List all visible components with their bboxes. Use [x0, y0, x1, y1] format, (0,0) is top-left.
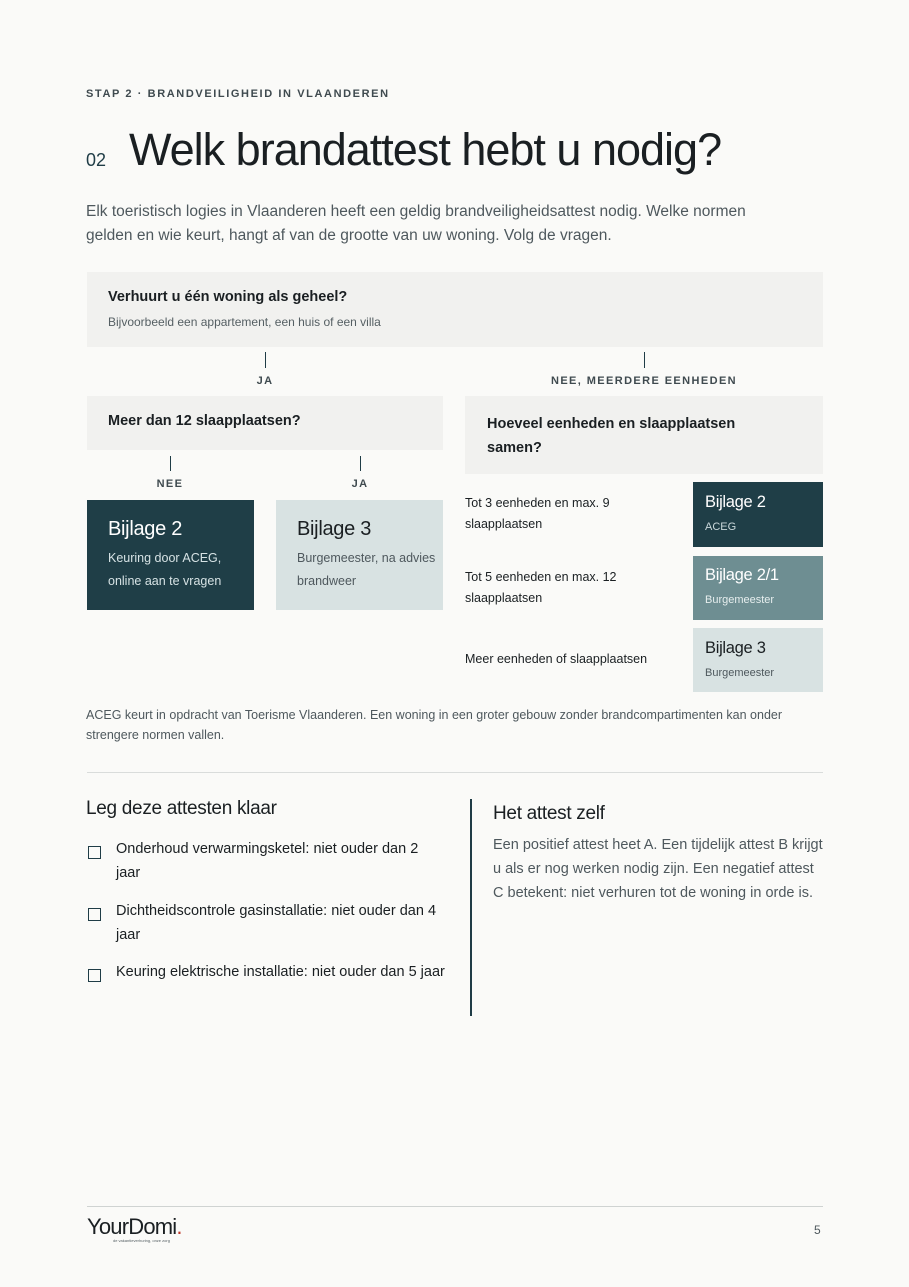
card-title: Bijlage 3: [297, 518, 372, 540]
accent-bar: [470, 799, 472, 1016]
result-card-bijlage-3: [276, 500, 443, 610]
card-subtitle: ACEG: [705, 521, 737, 533]
question-title: Meer dan 12 slaapplaatsen?: [108, 413, 301, 429]
question-units: [465, 396, 823, 474]
logo-tagline: de vakantieverhuring, onze zorg: [113, 1238, 170, 1243]
result-card-bijlage-3: [693, 628, 823, 692]
result-card-bijlage-2: [87, 500, 254, 610]
card-subtitle: Burgemeester: [705, 667, 775, 679]
card-title: Bijlage 3: [705, 639, 766, 657]
question-whole-house: [87, 272, 823, 347]
connector-line: [644, 352, 645, 368]
connector-line: [170, 456, 171, 471]
connector-line: [360, 456, 361, 471]
checkbox[interactable]: [88, 846, 101, 859]
card-title: Bijlage 2: [705, 493, 766, 511]
card-subtitle: Burgemeester: [705, 594, 775, 606]
question-title: Hoeveel eenheden en slaapplaatsen samen?: [487, 416, 736, 456]
section-number: 02: [86, 150, 107, 170]
checklist-item: Keuring elektrische installatie: niet ouder dan 5 jaar: [116, 964, 445, 980]
row-label: Meer eenheden of slaapplaatsen: [465, 652, 648, 666]
question-subtitle: Bijvoorbeeld een appartement, een huis of een villa: [108, 315, 381, 329]
row-label: Tot 3 eenheden en max. 9 slaapplaatsen: [465, 496, 610, 531]
page-number: 5: [814, 1223, 821, 1237]
card-title: Bijlage 2/1: [705, 566, 779, 584]
result-card-bijlage-2-1: [693, 556, 823, 620]
intro-text: Elk toeristisch logies in Vlaanderen heeft een geldig brandveiligheidsattest nodig. Welke normen gelden en wie keurt, hangt af van de grootte van uw woning. Volg de vragen.: [86, 203, 746, 244]
checkbox[interactable]: [88, 969, 101, 982]
checklist-title: Leg deze attesten klaar: [86, 798, 277, 819]
attest-title: Het attest zelf: [493, 803, 605, 824]
footnote: ACEG keurt in opdracht van Toerisme Vlaanderen. Een woning in een groter gebouw zonder brandcompartimenten kan onder strengere normen vallen.: [86, 708, 783, 742]
card-subtitle: Keuring door ACEG, online aan te vragen: [108, 551, 222, 588]
checklist-item: Dichtheidscontrole gasinstallatie: niet ouder dan 4 jaar: [116, 903, 437, 943]
eyebrow: STAP 2 · BRANDVEILIGHEID IN VLAANDEREN: [86, 88, 390, 100]
branch-label-no: NEE: [156, 478, 184, 490]
checkbox[interactable]: [88, 908, 101, 921]
attest-text: Een positief attest heet A. Een tijdelijk attest B krijgt u als er nog werken nodig zijn. Een negatief attest C betekent: niet verhuren tot de woning in orde is.: [493, 837, 823, 901]
divider: [87, 772, 823, 773]
question-title: Verhuurt u één woning als geheel?: [108, 289, 348, 305]
card-subtitle: Burgemeester, na advies brandweer: [297, 551, 436, 588]
row-label: Tot 5 eenheden en max. 12 slaapplaatsen: [465, 570, 617, 605]
checklist-item: Onderhoud verwarmingsketel: niet ouder dan 2 jaar: [116, 841, 419, 881]
logo: YourDomi.: [87, 1214, 182, 1239]
connector-line: [265, 352, 266, 368]
result-card-bijlage-2: [693, 482, 823, 547]
page-title: Welk brandattest hebt u nodig?: [129, 124, 722, 175]
footer-divider: [87, 1206, 823, 1207]
card-title: Bijlage 2: [108, 518, 183, 540]
branch-label-no: NEE, MEERDERE EENHEDEN: [550, 375, 738, 387]
question-sleeping-places: [87, 396, 443, 450]
branch-label-yes: JA: [351, 478, 369, 490]
branch-label-yes: JA: [256, 375, 274, 387]
